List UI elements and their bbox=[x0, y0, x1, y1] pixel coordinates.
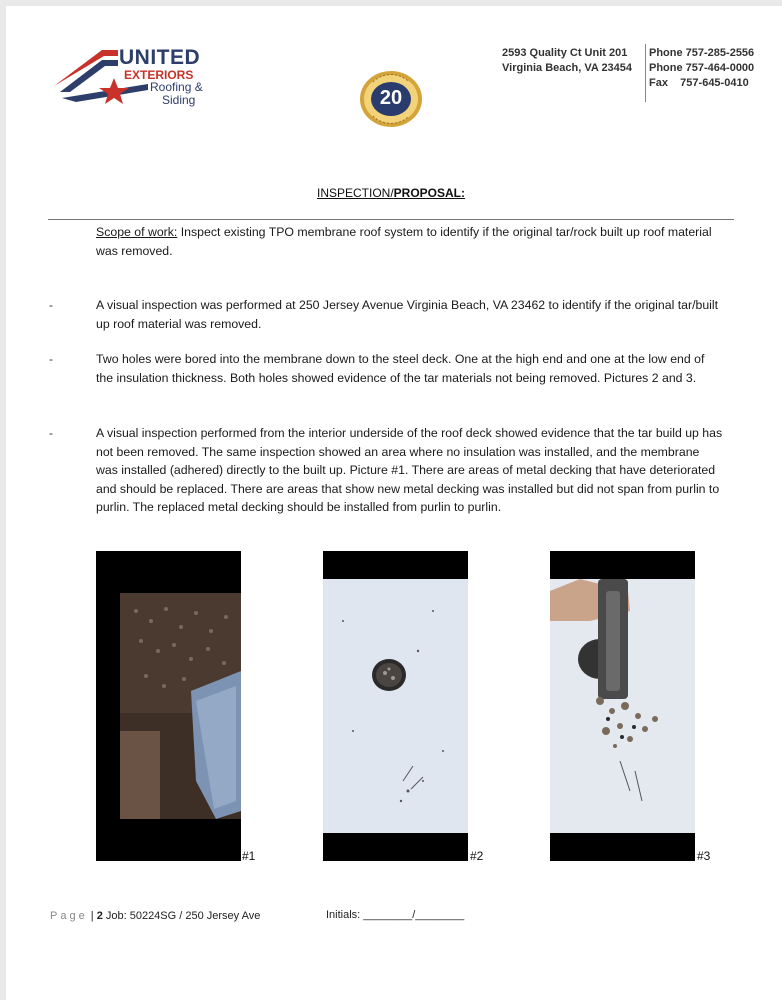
logo-text-siding: Siding bbox=[162, 93, 196, 107]
title-rule bbox=[48, 219, 734, 220]
photo-3-core-sample bbox=[550, 551, 695, 861]
company-address bbox=[502, 46, 632, 76]
page-word: Page bbox=[50, 910, 88, 922]
contact-divider bbox=[645, 44, 646, 102]
contact-phones bbox=[649, 46, 754, 91]
anniversary-badge bbox=[359, 70, 423, 128]
title-prefix: INSPECTION/ bbox=[316, 186, 394, 200]
page-edge bbox=[0, 0, 6, 1000]
bullet-dash: - bbox=[49, 352, 53, 366]
title-bold: PROPOSAL: bbox=[393, 186, 466, 200]
photo-label: #2 bbox=[470, 849, 484, 863]
address-line: 2593 Quality Ct Unit 201 bbox=[502, 47, 628, 59]
bullet-paragraph: A visual inspection was performed at 250 Jersey Avenue Virginia Beach, VA 23462 to identify if the original tar/built up roof material was removed. bbox=[96, 298, 719, 331]
photo-1-interior-deck bbox=[96, 551, 241, 861]
page-footer bbox=[50, 910, 260, 922]
scope-paragraph bbox=[96, 223, 724, 260]
company-logo bbox=[52, 44, 212, 110]
logo-text-united: UNITED bbox=[119, 46, 201, 69]
scope-label: Scope of work: bbox=[96, 225, 178, 239]
phone-line: Phone 757-464-0000 bbox=[649, 62, 755, 74]
fax-line: Fax 757-645-0410 bbox=[649, 77, 749, 89]
phone-line: Phone 757-285-2556 bbox=[649, 47, 755, 59]
page-number: 2 bbox=[96, 910, 103, 922]
bullet-dash: - bbox=[49, 426, 53, 440]
address-line: Virginia Beach, VA 23454 bbox=[502, 62, 633, 74]
initials-field: Initials: ________/________ bbox=[326, 909, 465, 921]
badge-number: 20 bbox=[379, 87, 403, 109]
page-separator: | bbox=[90, 910, 94, 922]
bullet-paragraph: Two holes were bored into the membrane down to the steel deck. One at the high end and one at the low end of the insulation thickness. Both holes showed evidence of the tar materials not being removed. Pictures 2 and 3. bbox=[96, 352, 705, 385]
bullet-paragraph: A visual inspection performed from the interior underside of the roof deck showed evidence that the tar build up has not been removed. The same inspection showed an area where no insulation was installed, and the membrane was installed (adhered) directly to the built up. Picture #1. There are areas of metal decking that have deteriorated and should be replaced. There are areas that show new metal decking was installed but did not span from purlin to purlin. The replaced metal decking should be installed from purlin to purlin. bbox=[96, 426, 723, 514]
photo-label: #3 bbox=[697, 849, 711, 863]
photo-2-membrane-hole bbox=[323, 551, 468, 861]
logo-text-roofing: Roofing & bbox=[150, 80, 203, 94]
job-reference: Job: 50224SG / 250 Jersey Ave bbox=[102, 910, 261, 922]
scope-text: Inspect existing TPO membrane roof system to identify if the original tar/rock built up roof material was removed. bbox=[96, 225, 712, 258]
logo-text-exteriors: EXTERIORS bbox=[124, 68, 194, 82]
photo-label: #1 bbox=[242, 849, 256, 863]
document-title bbox=[0, 186, 782, 200]
page-edge bbox=[0, 0, 782, 6]
bullet-dash: - bbox=[49, 298, 53, 312]
